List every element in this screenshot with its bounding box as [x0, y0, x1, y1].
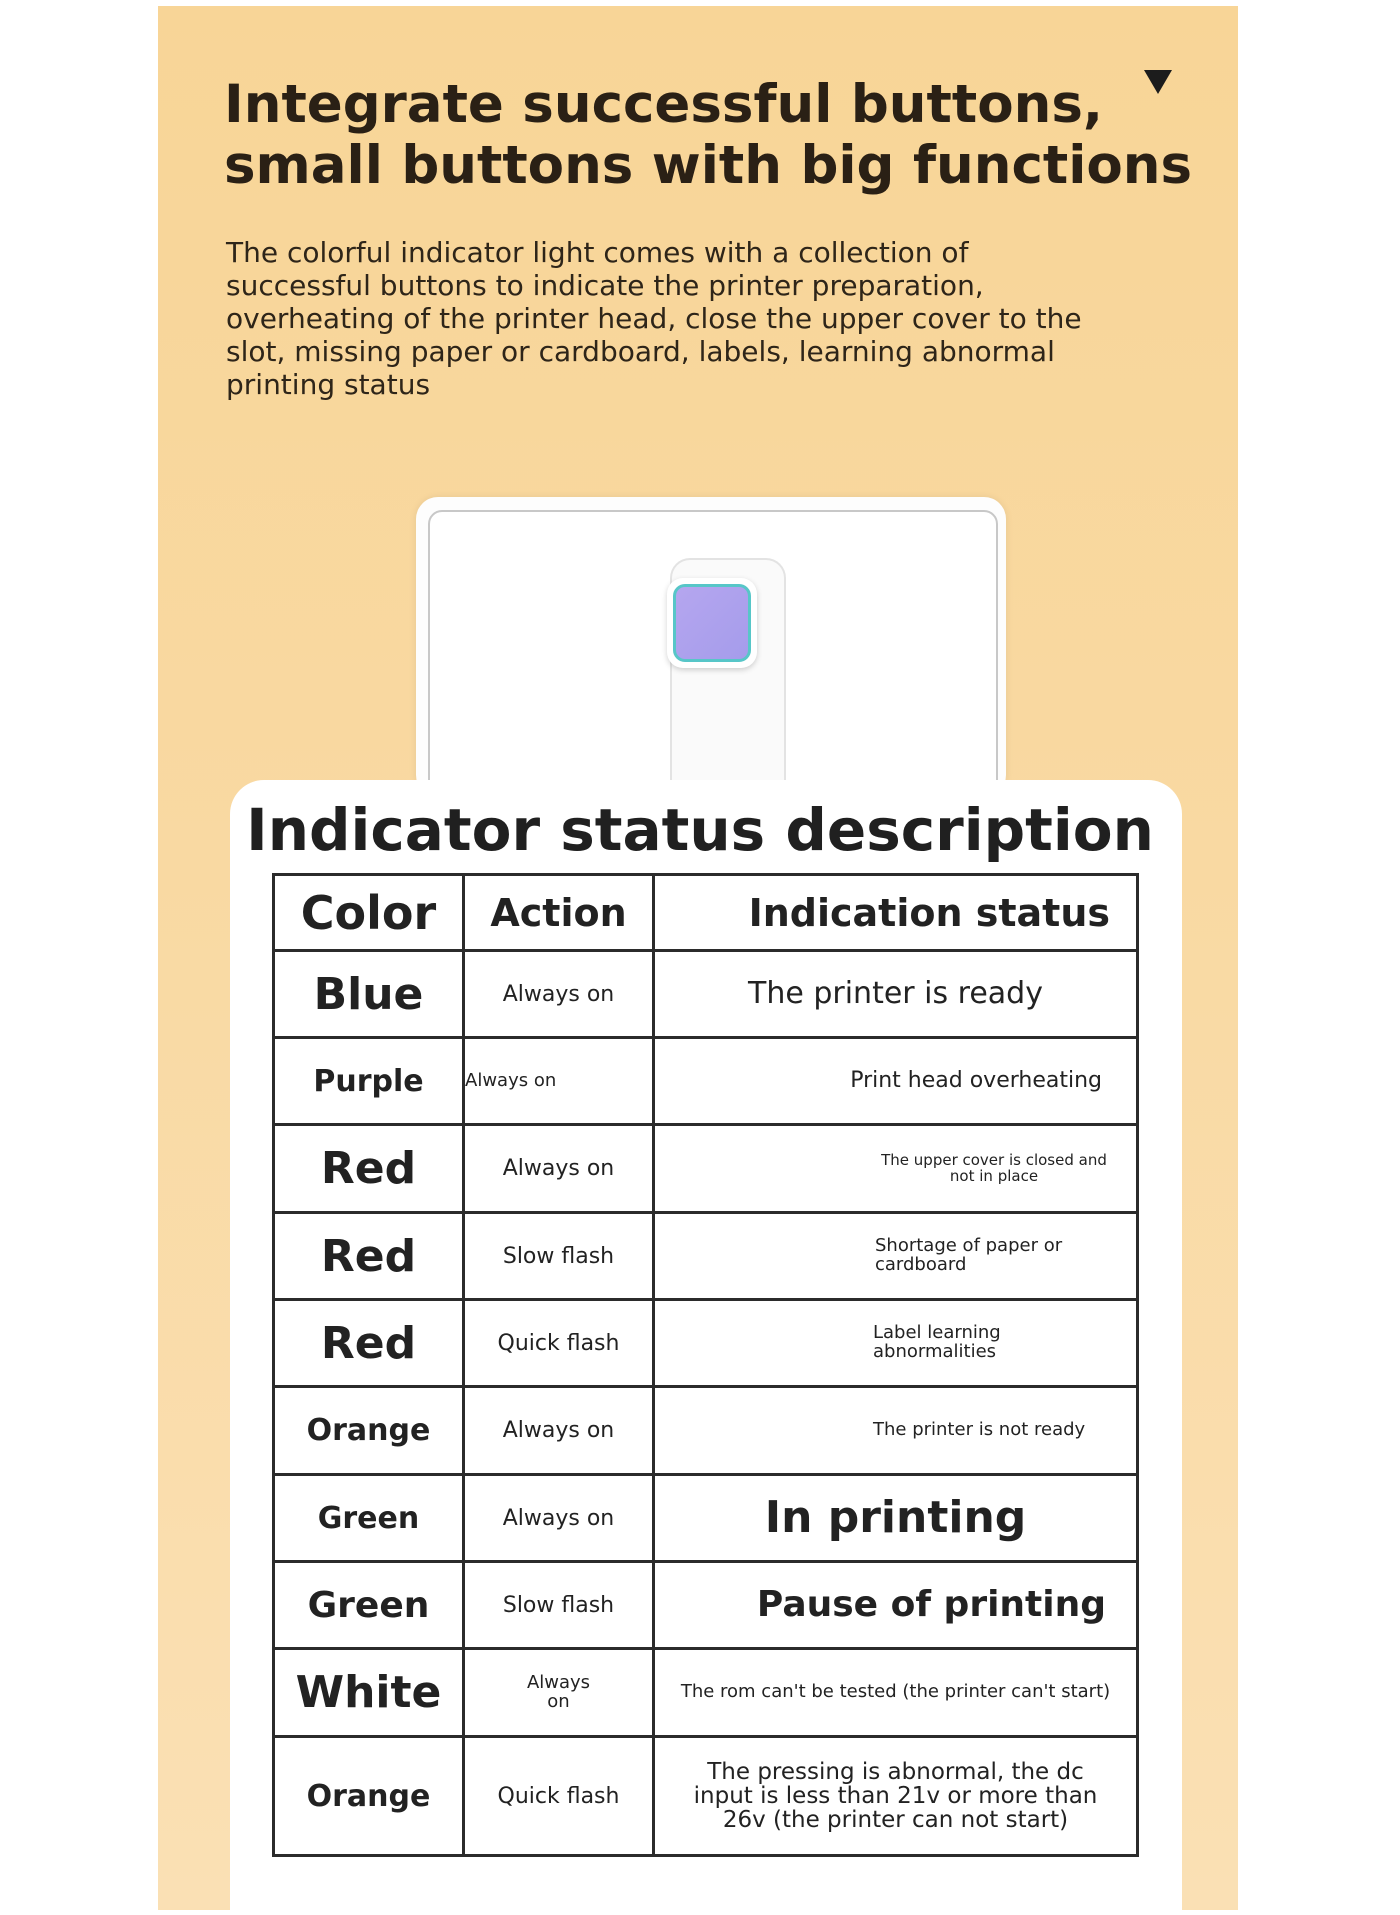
cell-status [654, 1213, 1138, 1300]
cell-color: Purple [274, 1038, 464, 1125]
cell-action: Always on [464, 1475, 654, 1562]
cell-color: Orange [274, 1387, 464, 1475]
table-row [274, 1737, 1138, 1856]
title-line-1: Integrate successful buttons, [224, 74, 1104, 135]
table-row [274, 1475, 1138, 1562]
indicator-button [667, 578, 757, 668]
table-row [274, 1038, 1138, 1125]
cell-color: Orange [274, 1737, 464, 1856]
description-line: successful buttons to indicate the printer preparation, [226, 269, 984, 302]
cell-status: In printing [654, 1475, 1138, 1562]
cell-action [464, 1649, 654, 1737]
header-status: Indication status [654, 875, 1138, 951]
cell-action: Quick flash [464, 1300, 654, 1387]
header-action: Action [464, 875, 654, 951]
cell-action: Always on [464, 1038, 654, 1125]
card-title: Indicator status description [246, 796, 1154, 864]
title-line-2: small buttons with big functions [224, 135, 1193, 196]
cell-color: Green [274, 1562, 464, 1649]
cell-status [654, 1300, 1138, 1387]
cell-status-text: Shortage of paper or cardboard [875, 1235, 1063, 1275]
cell-status [654, 1737, 1138, 1856]
cell-action: Quick flash [464, 1737, 654, 1856]
cell-action: Always on [464, 1387, 654, 1475]
cell-color: Red [274, 1125, 464, 1213]
table-row [274, 1387, 1138, 1475]
description-line: overheating of the printer head, close the upper cover to the [226, 302, 1082, 335]
cell-status: The printer is not ready [654, 1387, 1138, 1475]
cell-color: Red [274, 1213, 464, 1300]
cell-color: White [274, 1649, 464, 1737]
cell-color: Blue [274, 951, 464, 1038]
description [226, 236, 1146, 401]
cell-status-text: Label learning abnormalities [873, 1322, 1001, 1362]
cell-status-text: The pressing is abnormal, the dc input is less than 21v or more than 26v (the printer can not start) [693, 1758, 1098, 1834]
cell-status-text: The upper cover is closed and not in place [881, 1150, 1107, 1185]
table-row [274, 1562, 1138, 1649]
cell-status: The printer is ready [654, 951, 1138, 1038]
cell-color: Red [274, 1300, 464, 1387]
page-title [224, 74, 1193, 196]
cell-status: Pause of printing [654, 1562, 1138, 1649]
description-line: slot, missing paper or cardboard, labels, learning abnormal [226, 335, 1055, 368]
cell-action: Slow flash [464, 1562, 654, 1649]
cell-status: The rom can't be tested (the printer can't start) [654, 1649, 1138, 1737]
cell-action: Slow flash [464, 1213, 654, 1300]
indicator-light-icon [673, 584, 751, 662]
table-row [274, 1649, 1138, 1737]
cell-status: Print head overheating [654, 1038, 1138, 1125]
table-row [274, 1300, 1138, 1387]
table-header-row [274, 875, 1138, 951]
table-row [274, 1125, 1138, 1213]
description-line: printing status [226, 368, 431, 401]
dropdown-triangle-icon[interactable] [1142, 68, 1174, 96]
cell-action: Always on [464, 1125, 654, 1213]
cell-color: Green [274, 1475, 464, 1562]
cell-action: Always on [464, 951, 654, 1038]
description-line: The colorful indicator light comes with a collection of [226, 236, 969, 269]
cell-action-text: Always on [526, 1671, 591, 1712]
indicator-status-table [272, 873, 1139, 1857]
cell-status [654, 1125, 1138, 1213]
table-row [274, 1213, 1138, 1300]
table-row [274, 951, 1138, 1038]
header-color: Color [274, 875, 464, 951]
